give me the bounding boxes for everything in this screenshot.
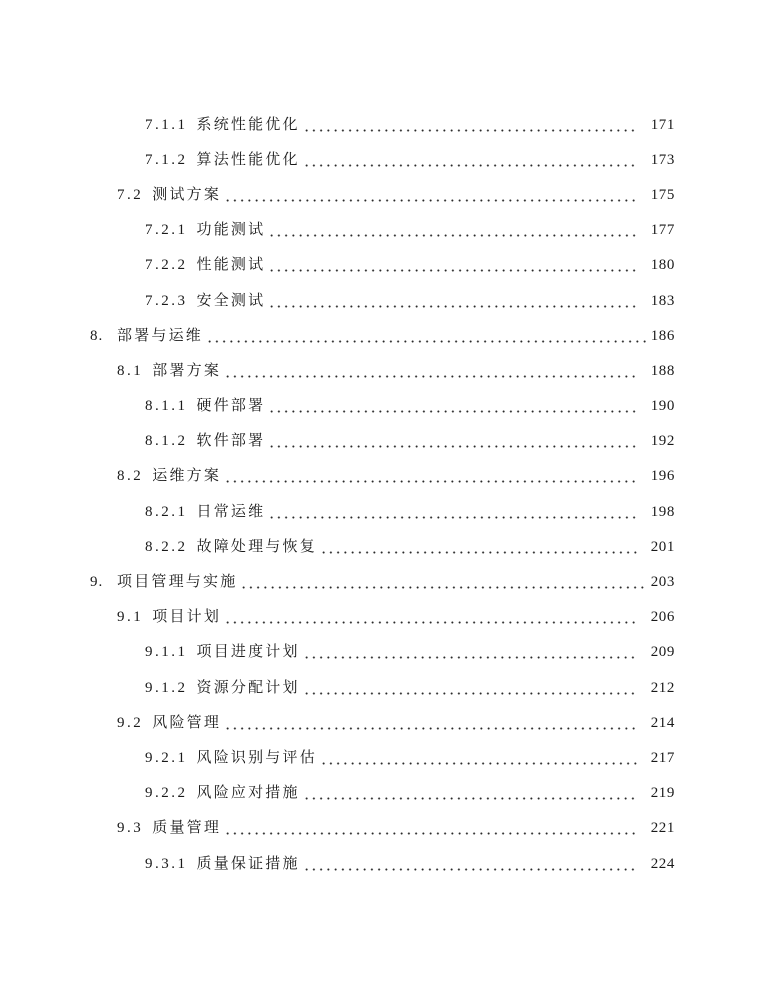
toc-entry bbox=[0, 283, 675, 318]
dot-leader bbox=[303, 783, 638, 803]
toc-entry bbox=[0, 213, 675, 248]
toc-entry-title: 部署方案 bbox=[152, 362, 222, 379]
toc-entry bbox=[0, 776, 675, 811]
toc-entry-page-number: 183 bbox=[650, 292, 675, 309]
toc-entry-title: 风险应对措施 bbox=[196, 785, 300, 802]
toc-entry bbox=[0, 600, 675, 635]
dot-leader bbox=[320, 748, 638, 768]
toc-entry-page-number: 206 bbox=[650, 609, 675, 626]
toc-entry-page-number: 221 bbox=[650, 820, 675, 837]
toc-entry-page-number: 214 bbox=[650, 714, 675, 731]
toc-entry-page-number: 180 bbox=[650, 257, 675, 274]
dot-leader bbox=[268, 255, 638, 275]
dot-leader bbox=[303, 642, 638, 662]
toc-entry bbox=[0, 424, 675, 459]
toc-entry-number: 9.2.2 bbox=[145, 785, 188, 802]
toc-entry-page-number: 203 bbox=[650, 574, 675, 591]
toc-entry-title: 部署与运维 bbox=[117, 327, 204, 344]
toc-entry-number: 7.2.2 bbox=[145, 257, 188, 274]
toc-entry bbox=[0, 529, 675, 564]
toc-entry bbox=[0, 635, 675, 670]
dot-leader bbox=[320, 537, 638, 557]
toc-entry-number: 8.1 bbox=[117, 362, 144, 379]
toc-entry-page-number: 217 bbox=[650, 749, 675, 766]
dot-leader bbox=[303, 854, 638, 874]
toc-entry-title: 日常运维 bbox=[196, 503, 266, 520]
toc-entry-number: 7.1.2 bbox=[145, 151, 188, 168]
toc-entry-page-number: 175 bbox=[650, 186, 675, 203]
toc-entry-number: 9.3.1 bbox=[145, 855, 188, 872]
dot-leader bbox=[224, 361, 638, 381]
toc-entry-number: 9.2.1 bbox=[145, 749, 188, 766]
toc-entry bbox=[0, 353, 675, 388]
toc-entry-number: 9.3 bbox=[117, 820, 144, 837]
toc-entry bbox=[0, 670, 675, 705]
toc-entry-number: 8.1.1 bbox=[145, 398, 188, 415]
dot-leader bbox=[224, 713, 638, 733]
dot-leader bbox=[206, 326, 648, 346]
toc-entry bbox=[0, 248, 675, 283]
toc-entry-title: 质量保证措施 bbox=[196, 855, 300, 872]
toc-entry-number: 7.2.1 bbox=[145, 222, 188, 239]
dot-leader bbox=[240, 572, 648, 592]
dot-leader bbox=[303, 150, 638, 170]
toc-entry bbox=[0, 318, 675, 353]
toc-entry-title: 项目计划 bbox=[152, 609, 222, 626]
toc-entry bbox=[0, 740, 675, 775]
toc-entry-page-number: 190 bbox=[650, 398, 675, 415]
toc-entry-number: 8.1.2 bbox=[145, 433, 188, 450]
dot-leader bbox=[268, 431, 638, 451]
dot-leader bbox=[268, 502, 638, 522]
toc-entry-page-number: 171 bbox=[650, 116, 675, 133]
toc-entry-number: 9.1 bbox=[117, 609, 144, 626]
toc-entry-title: 运维方案 bbox=[152, 468, 222, 485]
toc-entry-title: 资源分配计划 bbox=[196, 679, 300, 696]
toc-entry-page-number: 196 bbox=[650, 468, 675, 485]
toc-entry-number: 9.1.2 bbox=[145, 679, 188, 696]
toc-entry-title: 测试方案 bbox=[152, 186, 222, 203]
toc-entry-number: 8.2.2 bbox=[145, 538, 188, 555]
toc-entry-title: 算法性能优化 bbox=[196, 151, 300, 168]
toc-entry-title: 风险管理 bbox=[152, 714, 222, 731]
toc-entry-page-number: 186 bbox=[650, 327, 675, 344]
toc-entry-title: 故障处理与恢复 bbox=[196, 538, 317, 555]
toc-entry bbox=[0, 107, 675, 142]
toc-entry bbox=[0, 494, 675, 529]
dot-leader bbox=[224, 607, 638, 627]
dot-leader bbox=[268, 291, 638, 311]
toc-entry bbox=[0, 811, 675, 846]
dot-leader bbox=[268, 220, 638, 240]
toc-entry-number: 8.2.1 bbox=[145, 503, 188, 520]
toc-entry-number: 8. bbox=[90, 327, 104, 344]
toc-entry bbox=[0, 459, 675, 494]
toc-entry bbox=[0, 142, 675, 177]
toc-entry bbox=[0, 389, 675, 424]
toc-entry-title: 系统性能优化 bbox=[196, 116, 300, 133]
toc-entry-number: 7.2.3 bbox=[145, 292, 188, 309]
toc-entry-page-number: 219 bbox=[650, 785, 675, 802]
dot-leader bbox=[303, 115, 638, 135]
toc-entry-title: 项目进度计划 bbox=[196, 644, 300, 661]
toc-entry-number: 7.2 bbox=[117, 186, 144, 203]
toc-entry-number: 9. bbox=[90, 574, 104, 591]
dot-leader bbox=[224, 818, 638, 838]
toc-entry-page-number: 224 bbox=[650, 855, 675, 872]
toc-entry-number: 9.2 bbox=[117, 714, 144, 731]
toc-entry-number: 9.1.1 bbox=[145, 644, 188, 661]
toc-entry bbox=[0, 705, 675, 740]
toc-entry-page-number: 198 bbox=[650, 503, 675, 520]
toc-entry-title: 软件部署 bbox=[196, 433, 266, 450]
toc-entry-page-number: 177 bbox=[650, 222, 675, 239]
toc-entry-title: 硬件部署 bbox=[196, 398, 266, 415]
dot-leader bbox=[303, 678, 638, 698]
toc-entry-page-number: 188 bbox=[650, 362, 675, 379]
toc-entry-title: 风险识别与评估 bbox=[196, 749, 317, 766]
toc-entry-title: 性能测试 bbox=[196, 257, 266, 274]
toc-entry-page-number: 201 bbox=[650, 538, 675, 555]
toc-entry-number: 8.2 bbox=[117, 468, 144, 485]
toc-entry-title: 功能测试 bbox=[196, 222, 266, 239]
toc-entry-page-number: 209 bbox=[650, 644, 675, 661]
toc-entry bbox=[0, 177, 675, 212]
toc-entry-title: 质量管理 bbox=[152, 820, 222, 837]
toc-entry-page-number: 192 bbox=[650, 433, 675, 450]
dot-leader bbox=[224, 185, 638, 205]
toc-entry-title: 项目管理与实施 bbox=[117, 574, 238, 591]
toc-entry bbox=[0, 846, 675, 881]
toc-entry-number: 7.1.1 bbox=[145, 116, 188, 133]
toc-entry-page-number: 212 bbox=[650, 679, 675, 696]
toc-entry bbox=[0, 564, 675, 599]
dot-leader bbox=[268, 396, 638, 416]
toc-list bbox=[0, 107, 675, 881]
toc-entry-page-number: 173 bbox=[650, 151, 675, 168]
toc-entry-title: 安全测试 bbox=[196, 292, 266, 309]
dot-leader bbox=[224, 466, 638, 486]
